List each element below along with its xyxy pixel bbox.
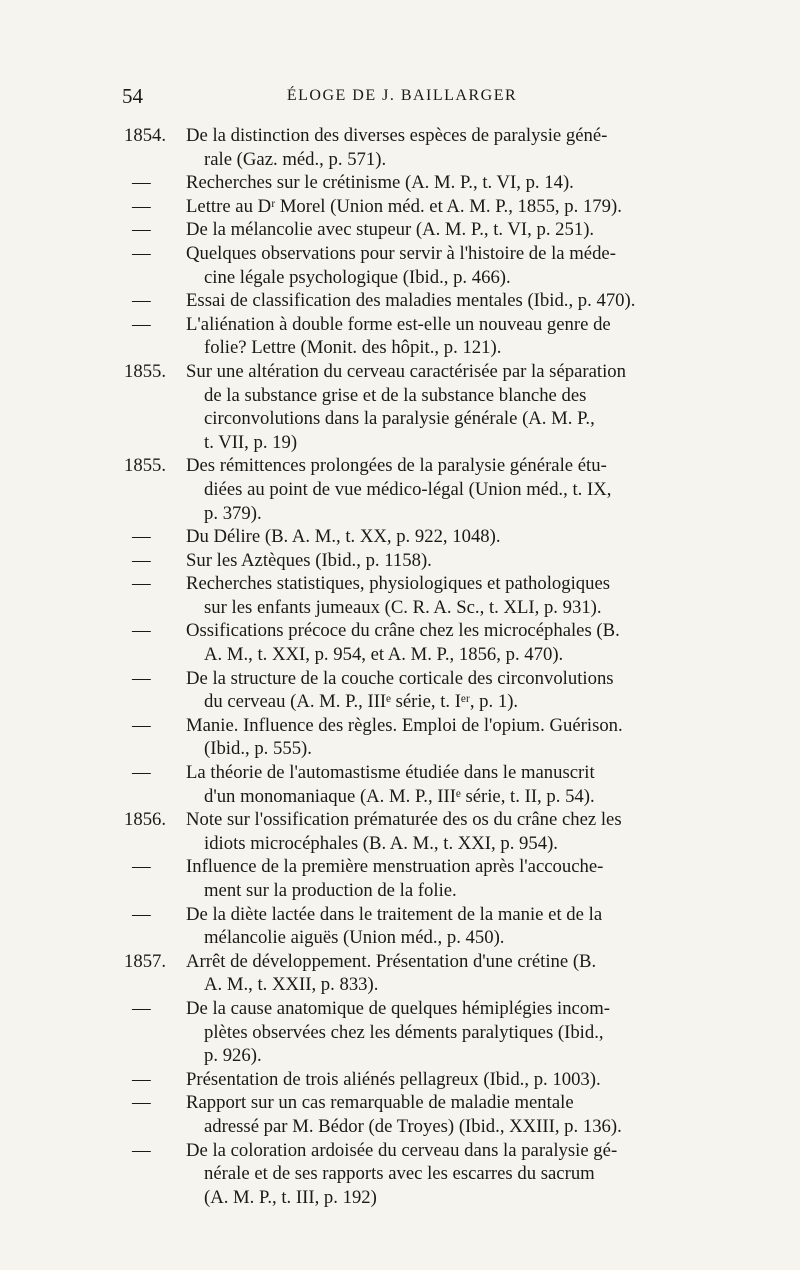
entry-dash: — — [132, 219, 151, 241]
entry-line: p. 926). — [204, 1045, 262, 1067]
entry-text — [186, 1068, 680, 1092]
entry-dash: — — [132, 1092, 151, 1114]
entry-line: rale (Gaz. méd., p. 571). — [204, 148, 387, 170]
entry-text — [186, 572, 680, 619]
entry-line: (A. M. P., t. III, p. 192) — [204, 1186, 377, 1208]
bibliography-entry — [124, 1139, 680, 1210]
bibliography-entry — [124, 195, 680, 219]
entry-text — [186, 997, 680, 1068]
entry-line: Des rémittences prolongées de la paralysie générale étu- — [186, 455, 607, 477]
entry-dash: — — [132, 903, 151, 925]
entry-line: diées au point de vue médico-légal (Union méd., t. IX, — [204, 478, 612, 500]
entry-line: De la diète lactée dans le traitement de la manie et de la — [186, 903, 603, 925]
entry-line: plètes observées chez les déments paralytiques (Ibid., — [204, 1021, 604, 1043]
entry-text — [186, 1091, 680, 1138]
bibliography-entry — [124, 289, 680, 313]
entry-line: nérale et de ses rapports avec les escarres du sacrum — [204, 1163, 595, 1185]
entry-text — [186, 525, 680, 549]
bibliography-entry — [124, 1068, 680, 1092]
entry-line: Sur une altération du cerveau caractérisée par la séparation — [186, 360, 626, 382]
entry-dash: — — [132, 714, 151, 736]
entry-text — [186, 218, 680, 242]
bibliography-entry — [124, 903, 680, 950]
entry-text — [186, 714, 680, 761]
entry-text — [186, 195, 680, 219]
entry-text — [186, 124, 680, 171]
bibliography-entry — [124, 855, 680, 902]
entry-line: t. VII, p. 19) — [204, 431, 298, 453]
entry-line: La théorie de l'automastisme étudiée dans le manuscrit — [186, 762, 595, 784]
entry-line: De la cause anatomique de quelques hémiplégies incom- — [186, 997, 610, 1019]
entry-line: Recherches statistiques, physiologiques et pathologiques — [186, 573, 611, 595]
entry-line: sur les enfants jumeaux (C. R. A. Sc., t. XLI, p. 931). — [204, 596, 602, 618]
entry-line: De la structure de la couche corticale des circonvolutions — [186, 667, 614, 689]
entry-dash: — — [132, 667, 151, 689]
entry-text — [186, 360, 680, 454]
entry-dash: — — [132, 762, 151, 784]
entry-dash: — — [132, 1139, 151, 1161]
entry-line: Recherches sur le crétinisme (A. M. P., t. VI, p. 14). — [186, 172, 574, 194]
bibliography-entry — [124, 808, 680, 855]
entry-text — [186, 667, 680, 714]
bibliography-entry — [124, 242, 680, 289]
entry-dash: — — [132, 1068, 151, 1090]
running-head: ÉLOGE DE J. BAILLARGER — [286, 87, 518, 104]
entry-text — [186, 549, 680, 573]
entry-dash: — — [132, 549, 151, 571]
entry-line: Présentation de trois aliénés pellagreux (Ibid., p. 1003). — [186, 1068, 601, 1090]
bibliography-entry — [124, 761, 680, 808]
entry-line: circonvolutions dans la paralysie générale (A. M. P., — [204, 408, 595, 430]
entry-line: Lettre au Dʳ Morel (Union méd. et A. M. P., 1855, p. 179). — [186, 195, 622, 217]
entry-dash: — — [132, 195, 151, 217]
entry-dash: — — [132, 242, 151, 264]
bibliography-entry — [124, 454, 680, 525]
entry-year: 1855. — [124, 455, 167, 477]
entry-line: idiots microcéphales (B. A. M., t. XXI, p. 954). — [204, 832, 558, 854]
entry-text — [186, 454, 680, 525]
entry-line: Du Délire (B. A. M., t. XX, p. 922, 1048). — [186, 526, 501, 548]
entry-line: Influence de la première menstruation après l'accouche- — [186, 856, 604, 878]
entry-dash: — — [132, 526, 151, 548]
entry-text — [186, 903, 680, 950]
entry-text — [186, 855, 680, 902]
entry-year: 1857. — [124, 950, 167, 972]
bibliography-entry — [124, 360, 680, 454]
bibliography-entry — [124, 950, 680, 997]
entry-line: ment sur la production de la folie. — [204, 880, 457, 901]
entry-line: Rapport sur un cas remarquable de maladie mentale — [186, 1092, 574, 1114]
entry-line: Manie. Influence des règles. Emploi de l'opium. Guérison. — [186, 714, 623, 736]
bibliography-list — [124, 124, 680, 1209]
entry-year: 1856. — [124, 809, 167, 831]
entry-line: adressé par M. Bédor (de Troyes) (Ibid., XXIII, p. 136). — [204, 1115, 622, 1137]
page-header — [122, 84, 682, 114]
entry-line: De la distinction des diverses espèces de paralysie géné- — [186, 125, 608, 146]
entry-line: p. 379). — [204, 502, 262, 524]
entry-dash: — — [132, 313, 151, 335]
entry-dash: — — [132, 997, 151, 1019]
bibliography-entry — [124, 525, 680, 549]
bibliography-entry — [124, 1091, 680, 1138]
bibliography-entry — [124, 313, 680, 360]
entry-text — [186, 1139, 680, 1210]
entry-dash: — — [132, 620, 151, 642]
entry-line: de la substance grise et de la substance blanche des — [204, 384, 587, 406]
entry-text — [186, 619, 680, 666]
bibliography-entry — [124, 619, 680, 666]
entry-line: folie? Lettre (Monit. des hôpit., p. 121). — [204, 337, 502, 359]
bibliography-entry — [124, 997, 680, 1068]
entry-year: 1854. — [124, 125, 167, 146]
entry-text — [186, 950, 680, 997]
entry-line: Note sur l'ossification prématurée des os du crâne chez les — [186, 809, 622, 831]
entry-line: L'aliénation à double forme est-elle un nouveau genre de — [186, 313, 611, 335]
entry-text — [186, 808, 680, 855]
entry-line: A. M., t. XXI, p. 954, et A. M. P., 1856, p. 470). — [204, 644, 564, 666]
bibliography-entry — [124, 549, 680, 573]
bibliography-entry — [124, 572, 680, 619]
bibliography-entry — [124, 667, 680, 714]
entry-text — [186, 289, 680, 313]
entry-line: Essai de classification des maladies mentales (Ibid., p. 470). — [186, 290, 636, 312]
entry-line: (Ibid., p. 555). — [204, 738, 312, 760]
bibliography-entry — [124, 171, 680, 195]
entry-line: d'un monomaniaque (A. M. P., IIIᵉ série, t. II, p. 54). — [204, 785, 595, 807]
entry-line: De la coloration ardoisée du cerveau dans la paralysie gé- — [186, 1139, 618, 1161]
entry-line: Ossifications précoce du crâne chez les microcéphales (B. — [186, 620, 620, 642]
bibliography-entry — [124, 124, 680, 171]
entry-line: mélancolie aiguës (Union méd., p. 450). — [204, 927, 505, 949]
entry-text — [186, 242, 680, 289]
entry-dash: — — [132, 172, 151, 194]
entry-line: Quelques observations pour servir à l'histoire de la méde- — [186, 242, 616, 264]
entry-line: Sur les Aztèques (Ibid., p. 1158). — [186, 549, 432, 571]
entry-text — [186, 313, 680, 360]
entry-line: A. M., t. XXII, p. 833). — [204, 974, 379, 996]
entry-line: Arrêt de développement. Présentation d'une crétine (B. — [186, 950, 597, 972]
entry-line: du cerveau (A. M. P., IIIᵉ série, t. Iᵉʳ, p. 1). — [204, 691, 519, 713]
entry-year: 1855. — [124, 360, 167, 382]
entry-text — [186, 171, 680, 195]
entry-text — [186, 761, 680, 808]
entry-dash: — — [132, 856, 151, 878]
entry-dash: — — [132, 290, 151, 312]
entry-line: De la mélancolie avec stupeur (A. M. P., t. VI, p. 251). — [186, 219, 595, 241]
bibliography-entry — [124, 218, 680, 242]
entry-dash: — — [132, 573, 151, 595]
entry-line: cine légale psychologique (Ibid., p. 466). — [204, 266, 511, 288]
page-number: 54 — [122, 84, 143, 108]
bibliography-entry — [124, 714, 680, 761]
